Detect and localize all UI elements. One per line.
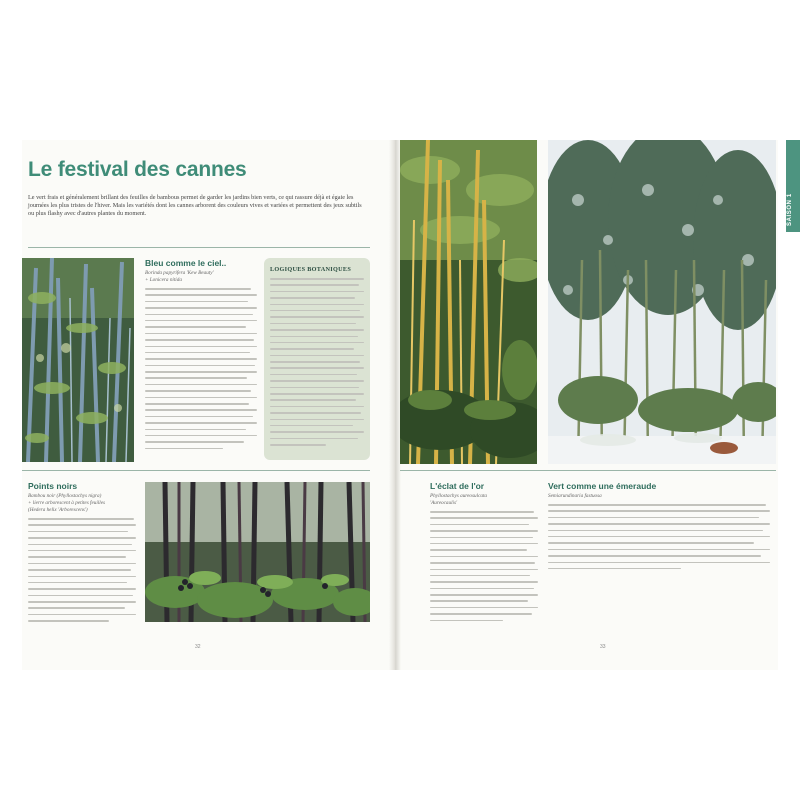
section-rule [22, 470, 370, 471]
section-subtitle-noirs: + lierre arborescent à petites feuilles [28, 500, 106, 506]
section-title-emeraude: Vert comme une émeraude [548, 481, 657, 491]
section-subtitle-bleu: + Lonicera nitida [145, 277, 182, 283]
section-subtitle-emeraude: Semiarundinaria fastuosa [548, 493, 602, 499]
page-title: Le festival des cannes [28, 158, 247, 181]
section-rule [400, 470, 776, 471]
box-text [270, 278, 364, 451]
section-title-or: L'éclat de l'or [430, 481, 485, 491]
section-title-noirs: Points noirs [28, 481, 78, 491]
body-text-noirs [28, 518, 136, 627]
intro-rule [28, 247, 370, 248]
page-number-right: 33 [600, 644, 606, 650]
section-tab-label: SAISON 1 [787, 193, 793, 226]
section-subtitle-noirs: Bambou noir (Phyllostachys nigra) [28, 493, 102, 499]
bamboo-gold-canes-photo [400, 140, 537, 464]
section-title-bleu: Bleu comme le ciel.. [145, 258, 227, 268]
botanical-logic-box [264, 258, 370, 460]
section-subtitle-bleu: Borinda papyrifera 'Kew Beauty' [145, 270, 214, 276]
section-subtitle-or: 'Aureocaulis' [430, 500, 458, 506]
page-number-left: 32 [195, 644, 201, 650]
intro-paragraph: Le vert frais et généralement brillant des feuilles de bambous permet de garder les jardins bien verts, ce qui rassure déjà et égaie les journées les plus tristes de l'hiver. Mais les variétés dont les cannes arborent des couleurs vives et variées et permettent des jeux subtils ou plus flashy avec d'autres plantes du moment. [28, 194, 362, 218]
box-title: LOGIQUES BOTANIQUES [270, 266, 352, 273]
body-text-bleu [145, 288, 257, 454]
body-text-or [430, 511, 538, 626]
section-tab [786, 140, 800, 232]
bamboo-grove-frost-photo [548, 140, 776, 464]
bamboo-black-canes-photo [145, 482, 370, 622]
bamboo-blue-canes-photo [22, 258, 134, 462]
section-subtitle-or: Phyllostachys aureosulcata [430, 493, 488, 499]
body-text-emeraude [548, 504, 770, 574]
section-subtitle-noirs: (Hedera helix 'Arborescens') [28, 507, 88, 513]
